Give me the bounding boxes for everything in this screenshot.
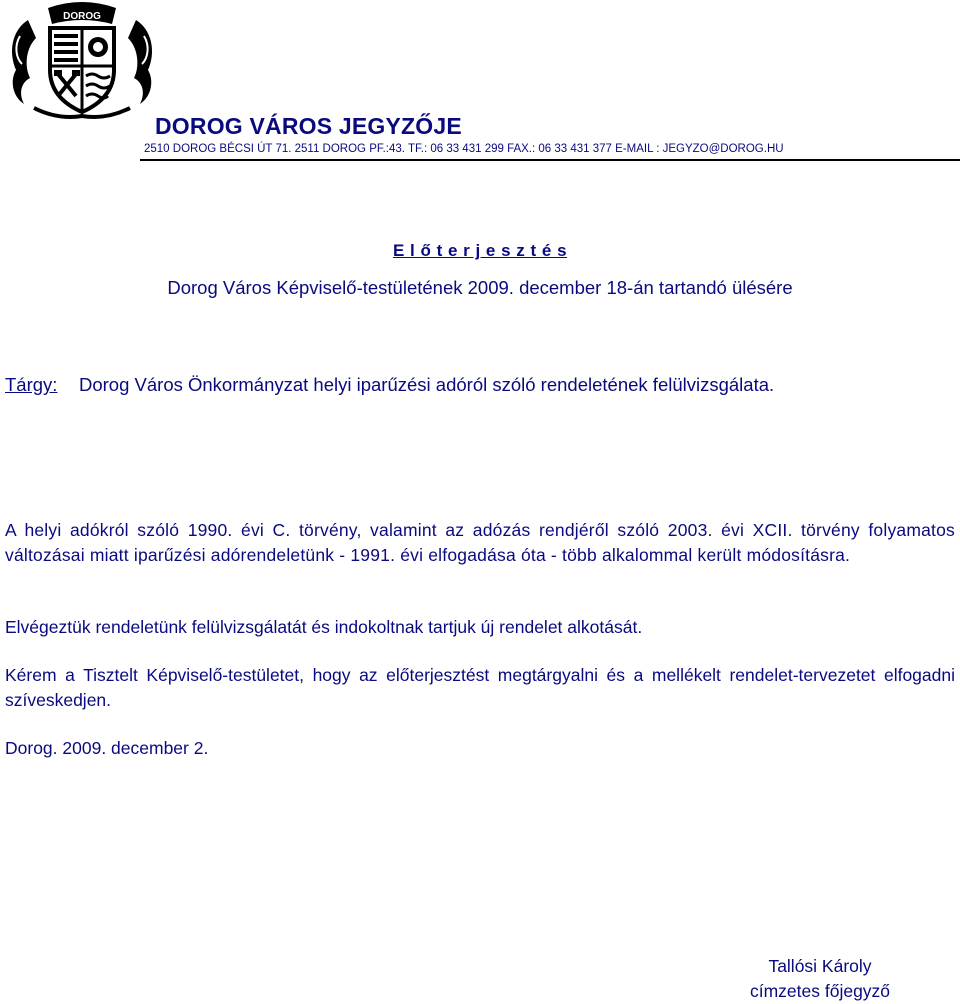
org-name: DOROG VÁROS JEGYZŐJE bbox=[155, 113, 462, 139]
subject-label: Tárgy: bbox=[5, 374, 58, 395]
date-line: Dorog. 2009. december 2. bbox=[5, 738, 209, 758]
signature-block bbox=[740, 954, 900, 1004]
paragraph-legal-background: A helyi adókról szóló 1990. évi C. törvény, valamint az adózás rendjéről szóló 2003. évi XCII. törvény folyamatos változásai miatt iparűzési adórendeletünk - 1991. évi elfogadása óta - több alkalommal került módosításra. bbox=[5, 520, 955, 565]
paragraph-review: Elvégeztük rendeletünk felülvizsgálatát és indokoltnak tartjuk új rendelet alkotását. bbox=[5, 617, 643, 637]
document-title: E l ő t e r j e s z t é s bbox=[392, 241, 568, 260]
subject-line bbox=[5, 374, 774, 396]
crest-banner-text: DOROG bbox=[63, 11, 101, 22]
document-subtitle: Dorog Város Képviselő-testületének 2009. december 18-án tartandó ülésére bbox=[167, 277, 793, 298]
signatory-title: címzetes főjegyző bbox=[749, 981, 891, 1001]
contact-line: 2510 DOROG BÉCSI ÚT 71. 2511 DOROG PF.:43. TF.: 06 33 431 299 FAX.: 06 33 431 377 E-MAIL : JEGYZO@DOROG.HU bbox=[144, 143, 784, 155]
header-divider bbox=[140, 159, 960, 161]
signatory-name: Tallósi Károly bbox=[768, 956, 872, 976]
subject-text: Dorog Város Önkormányzat helyi iparűzési adóról szóló rendeletének felülvizsgálata. bbox=[79, 374, 775, 395]
paragraph-request: Kérem a Tisztelt Képviselő-testületet, hogy az előterjesztést megtárgyalni és a mellékelt rendelet-tervezetet elfogadni szíveskedjen. bbox=[5, 665, 955, 710]
coat-of-arms-icon bbox=[6, 0, 158, 122]
